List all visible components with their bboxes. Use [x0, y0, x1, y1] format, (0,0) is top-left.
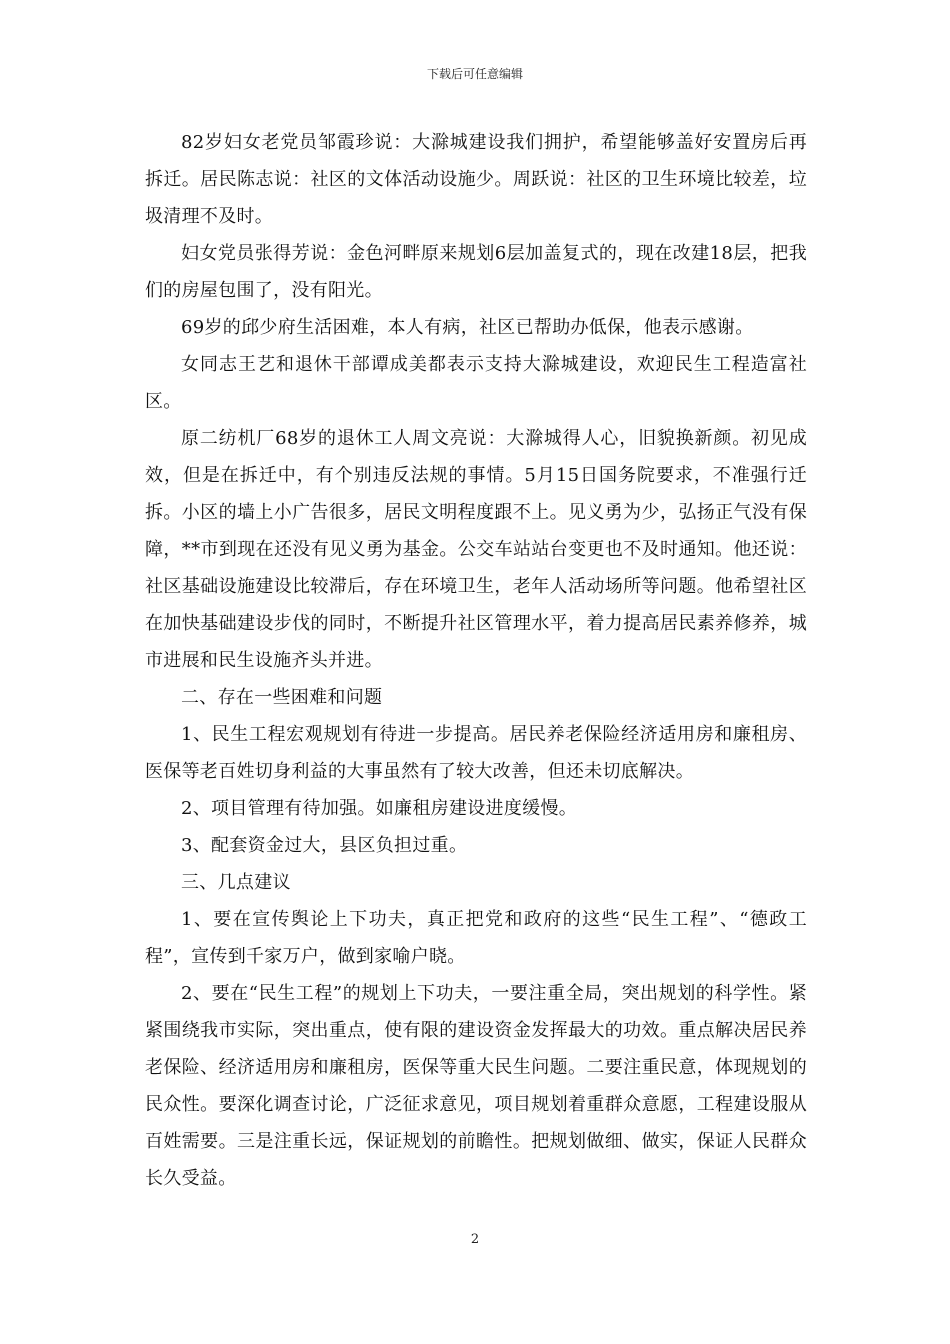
paragraph: 妇女党员张得芳说：金色河畔原来规划6层加盖复式的，现在改建18层，把我们的房屋包围了，没有阳光。	[145, 243, 807, 301]
page-header-note: 下载后可任意编辑	[426, 67, 523, 81]
paragraph: 2、要在“民生工程”的规划上下功夫，一要注重全局，突出规划的科学性。紧紧围绕我市实际，突出重点，使有限的建设资金发挥最大的功效。重点解决居民养老保险、经济适用房和廉租房，医保等重大民生问题。二要注重民意，体现规划的民众性。要深化调查讨论，广泛征求意见，项目规划着重群众意愿，工程建设服从百姓需要。三是注重长远，保证规划的前瞻性。把规划做细、做实，保证人民群众长久受益。	[145, 983, 807, 1189]
paragraph: 1、要在宣传舆论上下功夫，真正把党和政府的这些“民生工程”、“德政工程”，宣传到千家万户，做到家喻户晓。	[145, 909, 807, 967]
section-heading: 三、几点建议	[181, 872, 291, 893]
document-body	[145, 124, 807, 1197]
paragraph: 3、配套资金过大，县区负担过重。	[181, 835, 468, 856]
paragraph: 女同志王艺和退休干部谭成美都表示支持大滁城建设，欢迎民生工程造富社区。	[145, 354, 807, 412]
paragraph: 82岁妇女老党员邹霞珍说：大滁城建设我们拥护，希望能够盖好安置房后再拆迁。居民陈志说：社区的文体活动设施少。周跃说：社区的卫生环境比较差，垃圾清理不及时。	[145, 132, 807, 227]
paragraph: 1、民生工程宏观规划有待进一步提高。居民养老保险经济适用房和廉租房、医保等老百姓切身利益的大事虽然有了较大改善，但还未切底解决。	[145, 724, 807, 782]
section-heading: 二、存在一些困难和问题	[181, 687, 383, 708]
page-number: 2	[470, 1232, 480, 1247]
paragraph: 原二纺机厂68岁的退休工人周文亮说：大滁城得人心，旧貌换新颜。初见成效，但是在拆迁中，有个别违反法规的事情。5月15日国务院要求，不准强行迁拆。小区的墙上小广告很多，居民文明程度跟不上。见义勇为少，弘扬正气没有保障，**市到现在还没有见义勇为基金。公交车站站台变更也不及时通知。他还说：社区基础设施建设比较滞后，存在环境卫生，老年人活动场所等问题。他希望社区在加快基础建设步伐的同时，不断提升社区管理水平，着力提高居民素养修养，城市进展和民生设施齐头并进。	[145, 428, 807, 671]
paragraph: 2、项目管理有待加强。如廉租房建设进度缓慢。	[181, 798, 578, 819]
paragraph: 69岁的邱少府生活困难，本人有病，社区已帮助办低保，他表示感谢。	[181, 317, 754, 338]
